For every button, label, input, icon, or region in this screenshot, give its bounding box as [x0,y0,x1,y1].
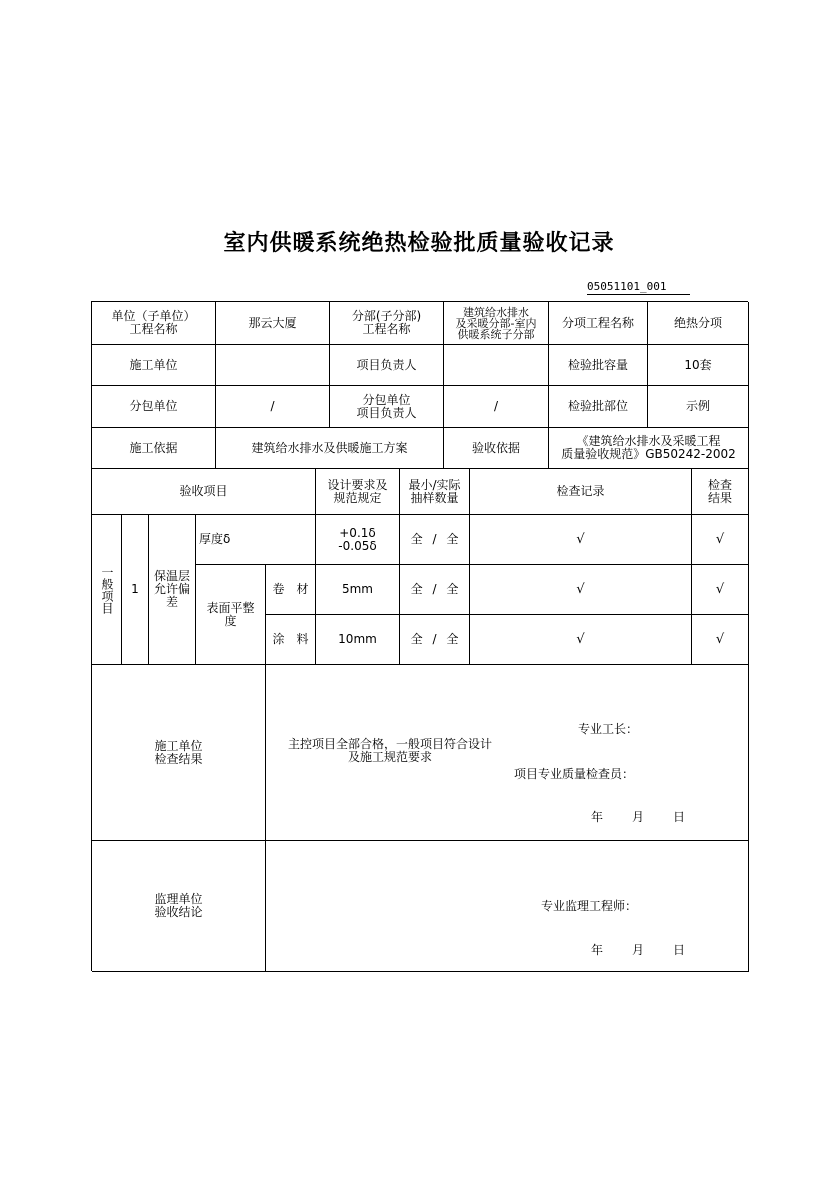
col-inspection-item: 验收项目 [92,469,316,515]
batch-location-value: 示例 [648,386,749,428]
coating-spec: 10mm [316,615,400,665]
acceptance-basis-line2: 质量验收规范》GB50242-2002 [561,447,736,461]
contractor-statement [270,738,510,764]
col-design-requirement [316,469,400,515]
roll-material-result-check: √ [692,565,749,615]
insulation-tolerance-label [149,515,196,665]
contractor-statement-line1: 主控项目全部合格，一般项目符合设计 [287,737,492,751]
subdivision-value [444,302,549,345]
subcontractor-pm-value: / [444,386,549,428]
surface-flatness-text: 表面平整度 [206,600,255,628]
coating-record-check: √ [470,615,692,665]
supervision-date-year: 年 [591,943,604,957]
supervision-date-day: 日 [673,943,686,957]
roll-material-record-check: √ [470,565,692,615]
subdivision-label [330,302,444,345]
subcontractor-pm-label-line2: 项目负责人 [356,405,417,420]
subcontractor-value: / [216,386,330,428]
contractor-check-label [92,665,266,841]
supervision-date-month: 月 [632,943,645,957]
col-sample-line2: 抽样数量 [410,490,459,505]
project-manager-label: 项目负责人 [330,345,444,386]
sub-item-value: 绝热分项 [648,302,749,345]
quality-inspector-signature-label: 项目专业质量检查员： [514,767,635,781]
acceptance-basis-label: 验收依据 [444,428,549,469]
col-design-line2: 规范规定 [333,490,382,505]
subcontractor-pm-label [330,386,444,428]
thickness-spec-lower: -0.05δ [338,538,377,553]
batch-location-label: 检验批部位 [549,386,648,428]
col-sample-line1: 最小/实际 [408,477,461,492]
page-title: 室内供暖系统绝热检验批质量验收记录 [223,230,615,256]
acceptance-basis-line1: 《建筑给水排水及采暖工程 [576,434,721,448]
col-sample-quantity [400,469,470,515]
general-items-category [92,515,122,665]
supervision-label-line1: 监理单位 [154,892,203,906]
unit-name-label-line2: 工程名称 [129,322,178,336]
contractor-check-label-line2: 检查结果 [154,751,203,766]
record-number: 05051101_001 [587,280,690,295]
contractor-check-content [266,665,749,841]
construction-basis-value: 建筑给水排水及供暖施工方案 [216,428,444,469]
col-result-line2: 结果 [707,490,732,505]
thickness-item: 厚度δ [196,515,316,565]
acceptance-record-table [91,301,748,971]
subdivision-value-line1: 建筑给水排水 [463,305,529,319]
thickness-spec [316,515,400,565]
coating-sample: 全 / 全 [400,615,470,665]
contractor-label: 施工单位 [92,345,216,386]
unit-name-label [92,302,216,345]
subdivision-label-line1: 分部(子分部) [351,309,422,323]
supervision-label-line2: 验收结论 [154,905,203,919]
contractor-date-day: 日 [673,810,686,824]
unit-name-value: 那云大厦 [216,302,330,345]
acceptance-basis-value [549,428,749,469]
batch-capacity-value: 10套 [648,345,749,386]
contractor-value [216,345,330,386]
construction-basis-label: 施工依据 [92,428,216,469]
roll-material-sample: 全 / 全 [400,565,470,615]
col-inspection-record: 检查记录 [470,469,692,515]
subcontractor-pm-label-line1: 分包单位 [362,392,411,407]
contractor-date-year: 年 [591,810,604,824]
sub-item-label: 分项工程名称 [549,302,648,345]
thickness-result-check: √ [692,515,749,565]
batch-capacity-label: 检验批容量 [549,345,648,386]
general-items-text: 一般项目 [100,565,114,614]
col-design-line1: 设计要求及 [327,477,388,492]
subcontractor-label: 分包单位 [92,386,216,428]
insulation-tolerance-text: 保温层允许偏差 [153,569,190,609]
contractor-check-label-line1: 施工单位 [154,738,203,753]
foreman-signature-label: 专业工长： [578,722,639,736]
thickness-record-check: √ [470,515,692,565]
thickness-sample: 全 / 全 [400,515,470,565]
supervision-engineer-signature-label: 专业监理工程师： [541,899,638,913]
col-result-line1: 检查 [707,477,732,492]
col-inspection-result [692,469,749,515]
surface-flatness-label [196,565,266,665]
coating-item: 涂 料 [266,615,316,665]
coating-result-check: √ [692,615,749,665]
contractor-date-month: 月 [632,810,645,824]
supervision-content [266,841,749,972]
subdivision-value-line3: 供暖系统子分部 [457,327,535,341]
roll-material-item: 卷 材 [266,565,316,615]
contractor-statement-line2: 及施工规范要求 [347,750,432,764]
project-manager-value [444,345,549,386]
subdivision-label-line2: 工程名称 [362,322,411,336]
roll-material-spec: 5mm [316,565,400,615]
thickness-spec-upper: +0.1δ [339,525,376,540]
supervision-label [92,841,266,972]
unit-name-label-line1: 单位（子单位） [111,309,196,323]
item-index: 1 [122,515,149,665]
subdivision-value-line2: 及采暖分部-室内 [455,316,537,330]
